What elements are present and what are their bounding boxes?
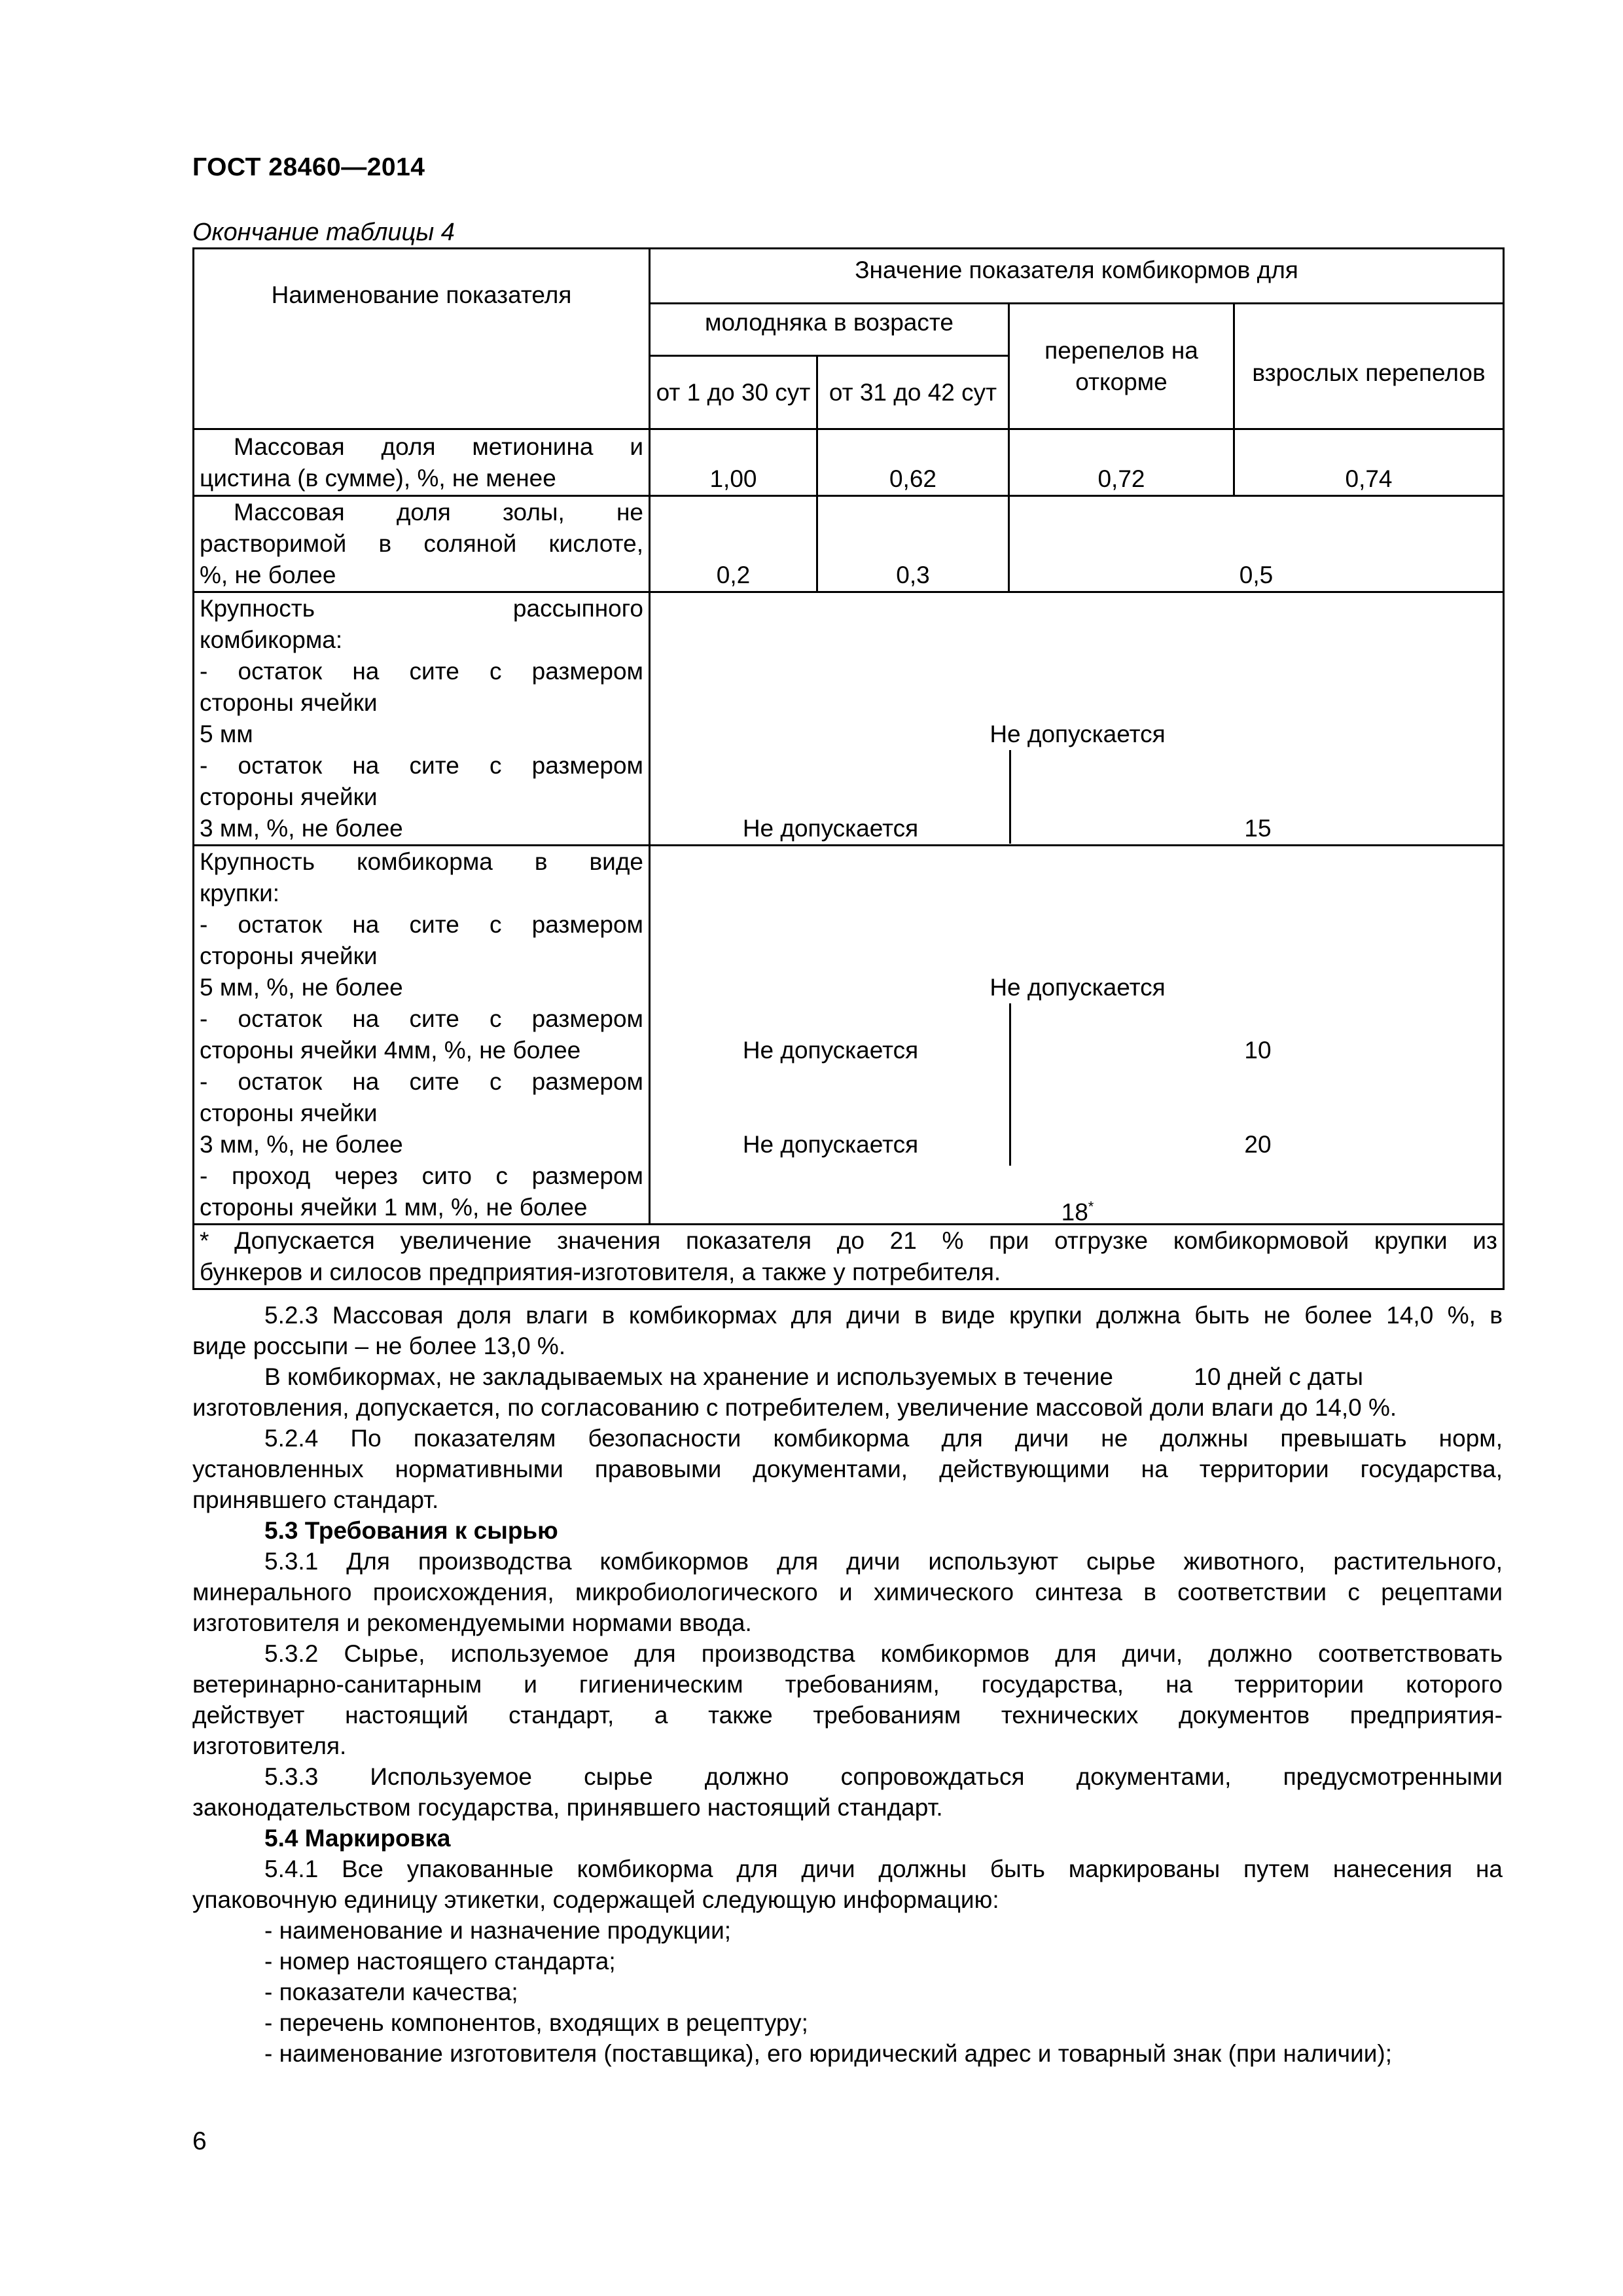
ash-v34: 0,5 [1009, 496, 1504, 592]
methionine-v3: 0,72 [1009, 429, 1234, 496]
p532-line2: ветеринарно-санитарным и гигиеническим требованиям, государства, на территории которого [192, 1671, 1503, 1698]
loose-3mm-other-value: 15 [1244, 815, 1272, 842]
p532-line3: действует настоящий стандарт, а также требованиям технических документов предприятия- [192, 1702, 1503, 1729]
list-item-2: - номер настоящего стандарта; [264, 1948, 616, 1975]
crumb-line1: Крупность комбикорма в виде [200, 848, 643, 875]
loose-line6: - остаток на сите с размером [200, 752, 643, 779]
loose-line7: стороны ячейки [200, 783, 378, 810]
page-number: 6 [192, 2127, 207, 2155]
crumb-1mm-value [651, 1191, 1505, 1228]
crumb-3mm-young-value: Не допускается [742, 1131, 919, 1158]
section-5-4-title: 5.4 Маркировка [264, 1825, 451, 1852]
methionine-v2: 0,62 [817, 429, 1009, 496]
p541-line1: 5.4.1 Все упакованные комбикорма для дичи должны быть маркированы путем нанесения на [264, 1856, 1503, 1882]
crumb-line3: - остаток на сите с размером [200, 911, 643, 938]
loose-line5: 5 мм [200, 721, 253, 747]
footnote-line1: * Допускается увеличение значения показателя до 21 % при отгрузке комбикормовой крупки из [200, 1227, 1498, 1254]
p532-line4: изготовителя. [192, 1732, 347, 1759]
header-adult: взрослых перепелов [1234, 304, 1504, 429]
crumb-5mm-value: Не допускается [990, 974, 1166, 1001]
loose-5mm-value: Не допускается [990, 721, 1166, 747]
loose-line3: - остаток на сите с размером [200, 658, 643, 685]
header-age-1-30: от 1 до 30 сут [650, 356, 817, 429]
row-ash-name [194, 496, 650, 592]
crumb-line10: 3 мм, %, не более [200, 1131, 403, 1158]
crumb-values [650, 846, 1504, 1225]
p531-line2: минерального происхождения, микробиологического и химического синтеза в соответствии с рецептами [192, 1579, 1503, 1605]
document-header: ГОСТ 28460—2014 [192, 153, 425, 181]
ash-v1: 0,2 [650, 496, 817, 592]
loose-line4: стороны ячейки [200, 689, 378, 716]
crumb-line9: стороны ячейки [200, 1100, 378, 1126]
loose-values [650, 592, 1504, 846]
p532-line1: 5.3.2 Сырье, используемое для производства комбикормов для дичи, должно соответствовать [264, 1640, 1503, 1667]
crumb-line11: - проход через сито с размером [200, 1162, 643, 1189]
crumb-line8: - остаток на сите с размером [200, 1068, 643, 1095]
p533-line2: законодательством государства, принявшего настоящий стандарт. [192, 1794, 943, 1821]
loose-line8: 3 мм, %, не более [200, 815, 403, 842]
p524-line3: принявшего стандарт. [192, 1486, 439, 1513]
ash-name-line3: %, не более [200, 562, 336, 588]
header-value-group: Значение показателя комбикормов для [650, 249, 1504, 304]
loose-line2: комбикорма: [200, 626, 343, 653]
loose-line1: Крупность рассыпного [200, 595, 643, 622]
p523b-line2: изготовления, допускается, по согласованию с потребителем, увеличение массовой доли влаги до 14,0 %. [192, 1394, 1397, 1421]
table-footnote [194, 1225, 1504, 1289]
p524-line1: 5.2.4 По показателям безопасности комбикорма для дичи не должны превышать норм, [264, 1425, 1503, 1452]
row-loose-name [194, 592, 650, 846]
table-caption: Окончание таблицы 4 [192, 219, 455, 246]
crumb-3mm-other-value: 20 [1244, 1131, 1272, 1158]
loose-3mm-young-value: Не допускается [742, 815, 919, 842]
list-item-4: - перечень компонентов, входящих в рецептуру; [264, 2009, 808, 2036]
crumb-line6: - остаток на сите с размером [200, 1005, 643, 1032]
header-age-31-42: от 31 до 42 сут [817, 356, 1009, 429]
crumb-line4: стороны ячейки [200, 942, 378, 969]
methionine-v1: 1,00 [650, 429, 817, 496]
row-methionine-name [194, 429, 650, 496]
crumb-line12: стороны ячейки 1 мм, %, не более [200, 1194, 588, 1221]
p531-line3: изготовителя и рекомендуемыми нормами ввода. [192, 1609, 752, 1636]
p523b-line1: В комбикормах, не закладываемых на хранение и используемых в течение 10 дней с даты [264, 1363, 1363, 1390]
p533-line1: 5.3.3 Используемое сырье должно сопровождаться документами, предусмотренными [264, 1763, 1503, 1790]
footnote-mark: * [1088, 1198, 1094, 1215]
p531-line1: 5.3.1 Для производства комбикормов для дичи используют сырье животного, растительного, [264, 1548, 1503, 1575]
ash-v2: 0,3 [817, 496, 1009, 592]
header-name-col: Наименование показателя [194, 249, 650, 429]
list-item-3: - показатели качества; [264, 1979, 518, 2005]
crumb-line7: стороны ячейки 4мм, %, не более [200, 1037, 581, 1064]
crumb-line5: 5 мм, %, не более [200, 974, 403, 1001]
list-item-5: - наименование изготовителя (поставщика), его юридический адрес и товарный знак (при наличии); [264, 2040, 1393, 2067]
header-fattening: перепелов на откорме [1009, 304, 1234, 429]
table-4 [192, 247, 1505, 1290]
p524-line2: установленных нормативными правовыми документами, действующими на территории государства, [192, 1456, 1503, 1482]
ash-name-line2: растворимой в соляной кислоте, [200, 530, 643, 557]
p523-line2: виде россыпи – не более 13,0 %. [192, 1333, 566, 1359]
footnote-line2: бункеров и силосов предприятия-изготовителя, а также у потребителя. [200, 1259, 1001, 1285]
crumb-line2: крупки: [200, 880, 280, 906]
section-5-3-title: 5.3 Требования к сырью [264, 1517, 558, 1544]
methionine-v4: 0,74 [1234, 429, 1504, 496]
crumb-1mm-number: 18 [1061, 1198, 1088, 1226]
ash-name-line1: Массовая доля золы, не [234, 499, 643, 526]
crumb-4mm-young-value: Не допускается [742, 1037, 919, 1064]
list-item-1: - наименование и назначение продукции; [264, 1917, 732, 1944]
header-young-group: молодняка в возрасте [650, 304, 1009, 356]
p523-line1: 5.2.3 Массовая доля влаги в комбикормах для дичи в виде крупки должна быть не более 14,0 %, в [264, 1302, 1503, 1329]
methionine-name-line2: цистина (в сумме), %, не менее [200, 465, 556, 492]
methionine-name-line1: Массовая доля метионина и [234, 433, 643, 460]
body-text [192, 1300, 1503, 2069]
crumb-4mm-other-value: 10 [1244, 1037, 1272, 1064]
row-crumb-name [194, 846, 650, 1225]
p541-line2: упаковочную единицу этикетки, содержащей следующую информацию: [192, 1886, 999, 1913]
